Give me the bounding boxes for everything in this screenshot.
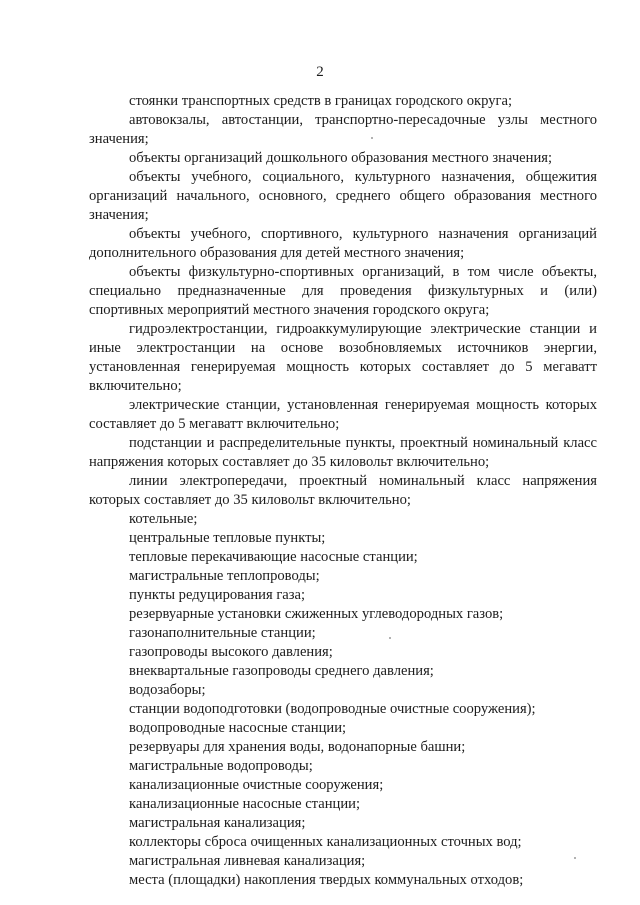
list-item: электрические станции, установленная генерируемая мощность которых составляет до 5 мегаватт включительно; [89, 397, 597, 432]
list-item: подстанции и распределительные пункты, проектный номинальный класс напряжения которых составляет до 35 киловольт включительно; [89, 435, 597, 470]
list-item: водозаборы; [129, 682, 206, 698]
document-body [89, 92, 597, 890]
list-item: магистральные теплопроводы; [129, 568, 320, 584]
list-item: пункты редуцирования газа; [129, 587, 306, 603]
list-item: внеквартальные газопроводы среднего давления; [129, 663, 434, 679]
list-item: объекты организаций дошкольного образования местного значения; [129, 150, 553, 166]
scan-speck [389, 637, 391, 639]
list-item: станции водоподготовки (водопроводные очистные сооружения); [129, 701, 536, 717]
page-number: 2 [316, 64, 324, 80]
list-item: объекты учебного, социального, культурного назначения, общежития организаций начального, основного, среднего общего образования местного значения; [89, 169, 597, 223]
scan-speck [574, 857, 576, 859]
list-item: коллекторы сброса очищенных канализационных сточных вод; [129, 834, 522, 850]
list-item: центральные тепловые пункты; [129, 530, 326, 546]
list-item: гидроэлектростанции, гидроаккумулирующие электрические станции и иные электростанции на основе возобновляемых источников энергии, установленная генерируемая мощность которых составляет до 5 мегаватт включительно; [89, 321, 597, 394]
list-item: автовокзалы, автостанции, транспортно-пересадочные узлы местного значения; [89, 112, 597, 147]
list-item: стоянки транспортных средств в границах городского округа; [129, 93, 513, 109]
list-item: котельные; [129, 511, 198, 527]
list-item: магистральные водопроводы; [129, 758, 313, 774]
list-item: магистральная ливневая канализация; [129, 853, 366, 869]
list-item: объекты учебного, спортивного, культурного назначения организаций дополнительного образования для детей местного значения; [89, 226, 597, 261]
list-item: линии электропередачи, проектный номинальный класс напряжения которых составляет до 35 киловольт включительно; [89, 473, 597, 508]
list-item: объекты физкультурно-спортивных организаций, в том числе объекты, специально предназначенные для проведения физкультурных и (или) спортивных мероприятий местного значения городского округа; [89, 264, 597, 318]
scan-speck [371, 137, 373, 139]
list-item: резервуары для хранения воды, водонапорные башни; [129, 739, 466, 755]
list-item: газонаполнительные станции; [129, 625, 316, 641]
list-item: тепловые перекачивающие насосные станции; [129, 549, 418, 565]
list-item: водопроводные насосные станции; [129, 720, 347, 736]
list-item: резервуарные установки сжиженных углеводородных газов; [129, 606, 504, 622]
list-item: места (площадки) накопления твердых коммунальных отходов; [129, 872, 524, 888]
list-item: канализационные очистные сооружения; [129, 777, 384, 793]
list-item: канализационные насосные станции; [129, 796, 361, 812]
list-item: газопроводы высокого давления; [129, 644, 333, 660]
list-item: магистральная канализация; [129, 815, 306, 831]
